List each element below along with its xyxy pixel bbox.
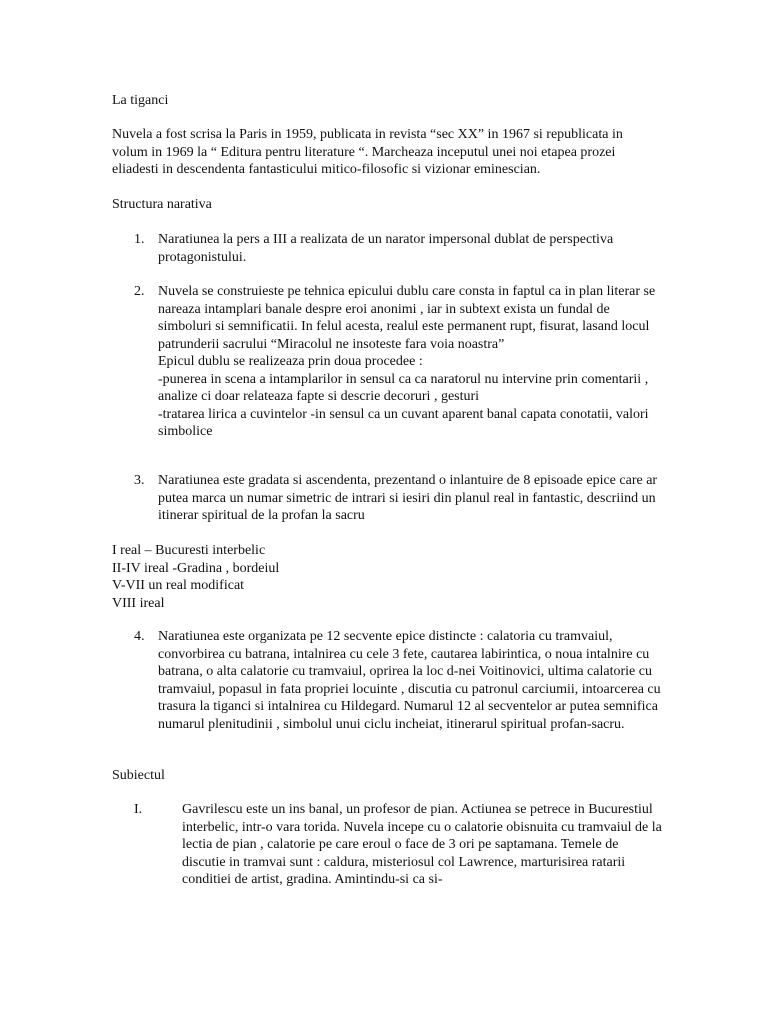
structure-heading: Structura narativa	[112, 197, 212, 212]
levels-list	[112, 542, 412, 612]
list-item-4: Naratiunea este organizata pe 12 secvente epice distincte : calatoria cu tramvaiul, convorbirea cu batrana, intalnirea cu cele 3 fete, cautarea labirintica, o noua intalnire cu batrana, o alta calatorie cu tramvaiul, oprirea la loc d-nei Voitinovici, ultima calatorie cu tramvaiul, popasul in fata propriei locuinte , discutia cu patronul carciumii, intoarcerea cu trasura la tiganci si intalnirea cu Hildegard. Numarul 12 al secventelor ar putea semnifica numarul plenitudinii , simbolul unui ciclu incheiat, itinerarul spiritual profan-sacru.	[158, 629, 661, 732]
list-marker-4: 4.	[134, 629, 145, 644]
level-line-3: V-VII un real modificat	[112, 578, 245, 593]
level-line-2: II-IV ireal -Gradina , bordeiul	[112, 560, 280, 576]
subject-heading: Subiectul	[112, 768, 165, 783]
level-line-4: VIII ireal	[112, 595, 165, 611]
intro-paragraph: Nuvela a fost scrisa la Paris in 1959, publicata in revista “sec XX” in 1967 si republicata in volum in 1969 la “ Editura pentru literature “. Marcheaza inceputul unei noi etapea prozei eliadesti in descendenta fantasticului mitico-filosofic si vizionar eminescian.	[112, 127, 623, 177]
list-marker-2: 2.	[134, 284, 145, 299]
list-item-3: Naratiunea este gradata si ascendenta, prezentand o inlantuire de 8 episoade epice care ar putea marca un numar simetric de intrari si iesiri din planul real in fantastic, descriind un itinerar spiritual de la profan la sacru	[158, 473, 658, 523]
subject-marker-1: I.	[134, 802, 143, 817]
list-item-2	[158, 283, 663, 441]
document-title: La tiganci	[112, 93, 169, 108]
list-item-2-line-3: -tratarea lirica a cuvintelor -in sensul ca un cuvant aparent banal capata conotatii, valori simbolice	[158, 406, 649, 439]
list-item-1: Naratiunea la pers a III a realizata de un narator impersonal dublat de perspectiva protagonistului.	[158, 232, 614, 265]
level-line-1: I real – Bucuresti interbelic	[112, 543, 266, 558]
list-item-2-text: Nuvela se construieste pe tehnica epicului dublu care consta in faptul ca in plan literar se nareaza intamplari banale despre eroi anonimi , iar in subtext exista un fundal de simboluri si semnificatii. In felul acesta, realul este permanent rupt, fisurat, lasand locul patrunderii sacrului “Miracolul ne insoteste fara voia noastra”	[158, 284, 656, 352]
list-item-2-line-2: -punerea in scena a intamplarilor in sensul ca ca naratorul nu intervine prin comentarii , analize ci doar relateaza fapte si descrie decoruri , gesturi	[158, 371, 649, 404]
subject-item-1: Gavrilescu este un ins banal, un profesor de pian. Actiunea se petrece in Bucurestiul interbelic, intr-o vara torida. Nuvela incepe cu o calatorie obisnuita cu tramvaiul de la lectia de pian , calatorie pe care eroul o face de 3 ori pe saptamana. Temele de discutie in tramvai sunt : caldura, misteriosul col Lawrence, marturisirea ratarii conditiei de artist, gradina. Amintindu-si ca si-	[182, 802, 662, 887]
list-marker-3: 3.	[134, 473, 145, 488]
list-item-2-line-1: Epicul dublu se realizeaza prin doua procedee :	[158, 354, 423, 369]
list-marker-1: 1.	[134, 232, 145, 247]
